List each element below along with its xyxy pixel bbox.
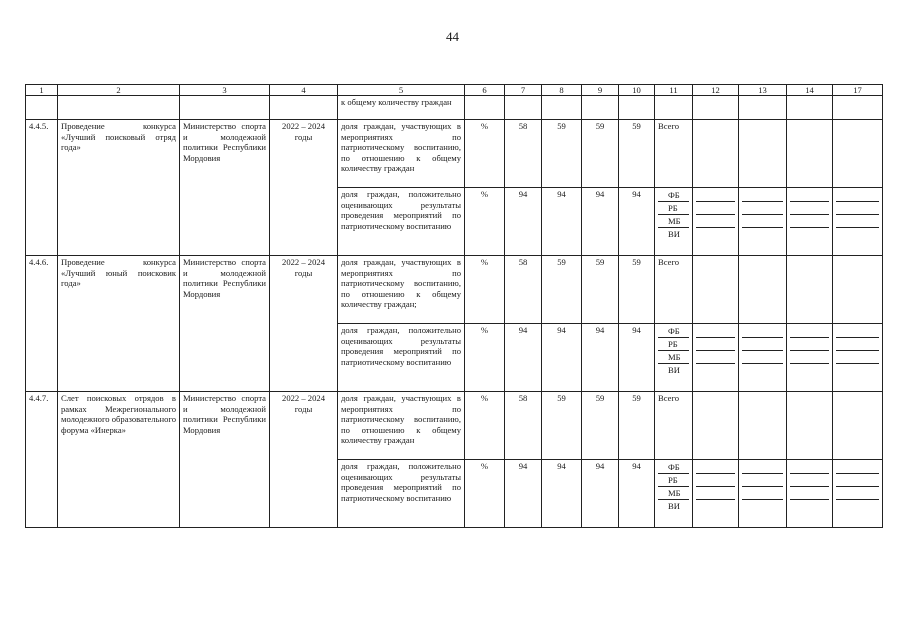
- finance-sources: [655, 460, 693, 528]
- indicator-unit: %: [465, 188, 505, 256]
- column-number-row: [26, 85, 883, 96]
- finance-rb: РБ: [658, 474, 689, 487]
- value-9: 94: [582, 460, 619, 528]
- value-7: 58: [505, 256, 542, 324]
- finance-total: Всего: [655, 256, 693, 324]
- value-8: 94: [542, 460, 582, 528]
- executor: Министерство спорта и молодежной политики Республики Мордовия: [180, 120, 270, 256]
- value-9: 59: [582, 256, 619, 324]
- finance-rb: РБ: [658, 202, 689, 215]
- finance-vi: ВИ: [668, 229, 680, 239]
- event-name: Проведение конкурса «Лучший юный поисковик года»: [58, 256, 180, 392]
- value-9: 94: [582, 188, 619, 256]
- program-table: [25, 84, 883, 528]
- indicator-text: доля граждан, положительно оценивающих результаты проведения мероприятий по патриотическому воспитанию: [338, 460, 465, 528]
- executor: Министерство спорта и молодежной политики Республики Мордовия: [180, 392, 270, 528]
- indicator-text: доля граждан, участвующих в мероприятиях по патриотическому воспитанию, по отношению к общему количеству граждан;: [338, 256, 465, 324]
- event-name: Слет поисковых отрядов в рамках Межрегионального молодежного образовательного форума «Инерка»: [58, 392, 180, 528]
- col-header-14: 14: [787, 85, 833, 96]
- indicator-unit: %: [465, 460, 505, 528]
- finance-fb: ФБ: [658, 189, 689, 202]
- finance-vi: ВИ: [668, 501, 680, 511]
- finance-fb: ФБ: [658, 325, 689, 338]
- finance-fb: ФБ: [658, 461, 689, 474]
- finance-total: Всего: [655, 392, 693, 460]
- value-10: 59: [619, 256, 655, 324]
- value-10: 94: [619, 188, 655, 256]
- item-number: 4.4.7.: [26, 392, 58, 528]
- indicator-text: доля граждан, положительно оценивающих результаты проведения мероприятий по патриотическому воспитанию: [338, 188, 465, 256]
- item-number: 4.4.5.: [26, 120, 58, 256]
- value-8: 59: [542, 256, 582, 324]
- finance-total: Всего: [655, 120, 693, 188]
- indicator-unit: %: [465, 324, 505, 392]
- period: 2022 – 2024 годы: [270, 392, 338, 528]
- indicator-text: доля граждан, участвующих в мероприятиях по патриотическому воспитанию, по отношению к общему количеству граждан: [338, 120, 465, 188]
- finance-mb: МБ: [658, 351, 689, 364]
- finance-mb: МБ: [658, 215, 689, 228]
- col-header-1: 1: [26, 85, 58, 96]
- page-number: 44: [446, 29, 459, 44]
- value-10: 59: [619, 120, 655, 188]
- table-row: [26, 256, 883, 324]
- col-header-8: 8: [542, 85, 582, 96]
- value-10: 94: [619, 460, 655, 528]
- table-row: [26, 392, 883, 460]
- col-header-9: 9: [582, 85, 619, 96]
- col-header-7: 7: [505, 85, 542, 96]
- period: 2022 – 2024 годы: [270, 120, 338, 256]
- finance-mb: МБ: [658, 487, 689, 500]
- col-header-11: 11: [655, 85, 693, 96]
- period: 2022 – 2024 годы: [270, 256, 338, 392]
- col-header-10: 10: [619, 85, 655, 96]
- value-7: 94: [505, 460, 542, 528]
- col-header-5: 5: [338, 85, 465, 96]
- col-header-12: 12: [693, 85, 739, 96]
- value-9: 59: [582, 120, 619, 188]
- table-row: [26, 120, 883, 188]
- value-10: 94: [619, 324, 655, 392]
- col-header-17: 17: [833, 85, 883, 96]
- indicator-text: доля граждан, положительно оценивающих результаты проведения мероприятий по патриотическому воспитанию: [338, 324, 465, 392]
- value-7: 94: [505, 324, 542, 392]
- finance-rb: РБ: [658, 338, 689, 351]
- value-8: 59: [542, 392, 582, 460]
- continuation-indicator: к общему количеству граждан: [338, 96, 465, 120]
- value-8: 94: [542, 324, 582, 392]
- col-header-2: 2: [58, 85, 180, 96]
- value-7: 58: [505, 392, 542, 460]
- value-9: 59: [582, 392, 619, 460]
- executor: Министерство спорта и молодежной политики Республики Мордовия: [180, 256, 270, 392]
- value-8: 94: [542, 188, 582, 256]
- col-header-6: 6: [465, 85, 505, 96]
- indicator-unit: %: [465, 256, 505, 324]
- event-name: Проведение конкурса «Лучший поисковый отряд года»: [58, 120, 180, 256]
- value-9: 94: [582, 324, 619, 392]
- finance-sources: [655, 324, 693, 392]
- col-header-3: 3: [180, 85, 270, 96]
- indicator-unit: %: [465, 120, 505, 188]
- continuation-row: [26, 96, 883, 120]
- value-7: 58: [505, 120, 542, 188]
- indicator-unit: %: [465, 392, 505, 460]
- item-number: 4.4.6.: [26, 256, 58, 392]
- value-10: 59: [619, 392, 655, 460]
- col-header-4: 4: [270, 85, 338, 96]
- value-7: 94: [505, 188, 542, 256]
- finance-sources: [655, 188, 693, 256]
- indicator-text: доля граждан, участвующих в мероприятиях по патриотическому воспитанию, по отношению к общему количеству граждан: [338, 392, 465, 460]
- finance-vi: ВИ: [668, 365, 680, 375]
- value-8: 59: [542, 120, 582, 188]
- col-header-13: 13: [739, 85, 787, 96]
